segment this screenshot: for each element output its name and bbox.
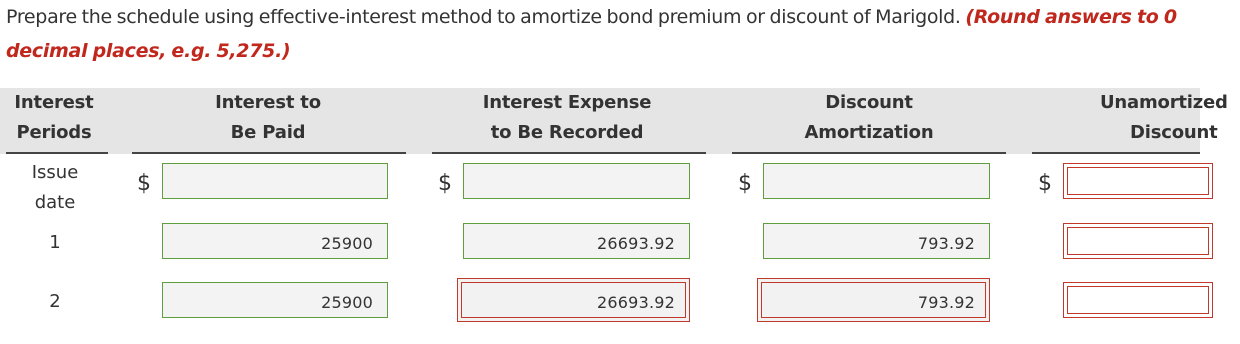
interest-expense-input-2[interactable]: 26693.92 bbox=[457, 278, 690, 322]
dollar-sign: $ bbox=[438, 171, 452, 196]
header-interest-to-be-paid: Interest to Be Paid bbox=[215, 92, 321, 143]
discount-amortization-input-2[interactable]: 793.92 bbox=[757, 278, 990, 322]
unamortized-discount-input-1[interactable] bbox=[1063, 223, 1213, 259]
rounding-note: (Round answers to 0 decimal places, e.g. 5,275.) bbox=[6, 6, 1177, 62]
interest-paid-input-2[interactable]: 25900 bbox=[162, 282, 388, 318]
interest-expense-input-1[interactable]: 26693.92 bbox=[463, 223, 690, 259]
row-period-2: 2 bbox=[49, 291, 61, 312]
row-period-1: 1 bbox=[49, 232, 61, 253]
header-underline bbox=[132, 152, 406, 154]
instructions bbox=[6, 0, 1196, 68]
header-discount-amortization: Discount Amortization bbox=[804, 92, 934, 143]
header-interest-periods: Interest Periods bbox=[14, 92, 94, 143]
header-interest-expense: Interest Expense to Be Recorded bbox=[482, 92, 652, 143]
dollar-sign: $ bbox=[1038, 171, 1052, 196]
discount-amortization-input-1[interactable]: 793.92 bbox=[763, 223, 990, 259]
row-period-issue-date: Issue date bbox=[31, 162, 79, 213]
dollar-sign: $ bbox=[738, 171, 752, 196]
unamortized-discount-input-2[interactable] bbox=[1063, 282, 1213, 318]
header-underline bbox=[732, 152, 1006, 154]
unamortized-discount-input-issue[interactable] bbox=[1063, 163, 1213, 199]
header-underline bbox=[6, 152, 108, 154]
interest-paid-input-issue[interactable] bbox=[162, 163, 388, 199]
interest-expense-input-issue[interactable] bbox=[463, 163, 690, 199]
discount-amortization-input-issue[interactable] bbox=[763, 163, 990, 199]
dollar-sign: $ bbox=[137, 171, 151, 196]
header-underline bbox=[432, 152, 706, 154]
header-unamortized-discount: Unamortized Discount bbox=[1100, 92, 1228, 143]
instructions-text: Prepare the schedule using effective-interest method to amortize bond premium or discount of Marigold. bbox=[6, 6, 961, 28]
header-underline bbox=[1032, 152, 1200, 154]
interest-paid-input-1[interactable]: 25900 bbox=[162, 223, 388, 259]
